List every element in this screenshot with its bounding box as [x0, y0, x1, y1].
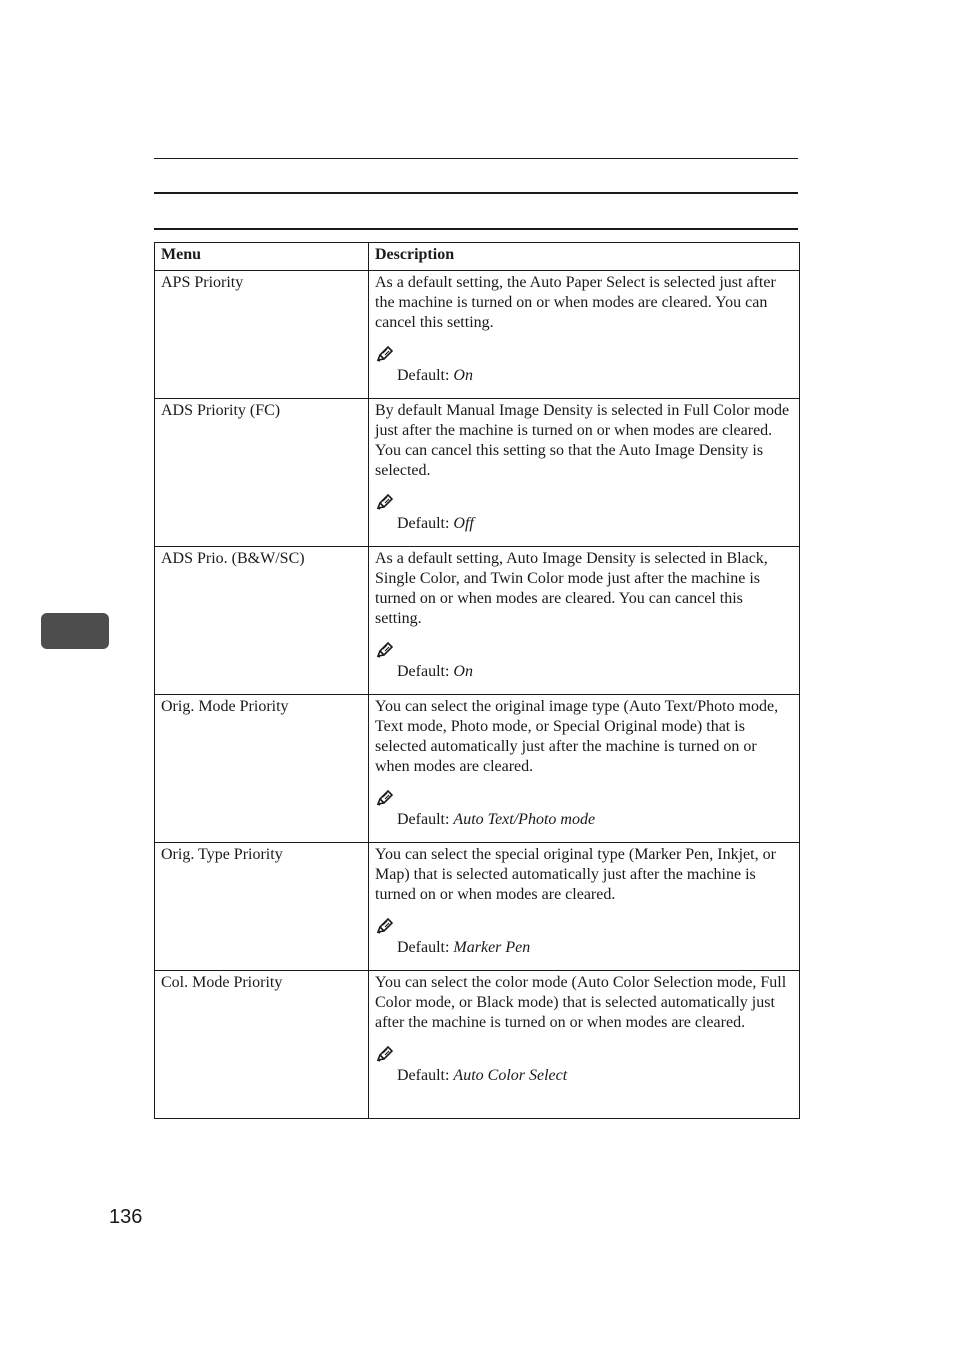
default-label: Default: [397, 367, 450, 384]
default-value: On [453, 663, 473, 680]
table-row [155, 547, 800, 695]
description-cell [369, 547, 800, 695]
description-cell [369, 399, 800, 547]
page-number: 136 [109, 1206, 143, 1228]
description-text: You can select the original image type (Auto Text/Photo mode, Text mode, Photo mode, or Special Original mode) that is selected automatically just after the machine is turned on or when modes are cleared. [375, 698, 779, 775]
default-line [397, 514, 793, 534]
menu-column-header: Menu [155, 243, 369, 271]
default-line [397, 662, 793, 682]
table-row [155, 843, 800, 971]
table-row [155, 271, 800, 399]
table-row [155, 399, 800, 547]
default-value: On [453, 367, 473, 384]
description-text: You can select the color mode (Auto Color Selection mode, Full Color mode, or Black mode) that is selected automatically just after the machine is turned on or when modes are cleared. [375, 974, 787, 1031]
pencil-note-icon [375, 916, 395, 936]
default-line [397, 810, 793, 830]
description-text: By default Manual Image Density is selected in Full Color mode just after the machine is turned on or when modes are cleared. You can cancel this setting so that the Auto Image Density is selected. [375, 402, 790, 479]
table-row [155, 971, 800, 1119]
pencil-note-icon [375, 1044, 395, 1064]
menu-cell: Orig. Type Priority [155, 843, 369, 971]
chapter-tab [41, 613, 109, 649]
table-row [155, 695, 800, 843]
description-cell [369, 695, 800, 843]
description-cell [369, 971, 800, 1119]
description-text: You can select the special original type (Marker Pen, Inkjet, or Map) that is selected automatically just after the machine is turned on or when modes are cleared. [375, 846, 776, 903]
default-label: Default: [397, 811, 450, 828]
pencil-note-icon [375, 788, 395, 808]
menu-cell: Col. Mode Priority [155, 971, 369, 1119]
description-column-header: Description [369, 243, 800, 271]
default-label: Default: [397, 1067, 450, 1084]
default-label: Default: [397, 515, 450, 532]
pencil-note-icon [375, 492, 395, 512]
description-cell [369, 271, 800, 399]
default-label: Default: [397, 939, 450, 956]
header-rule-top [154, 158, 798, 159]
menu-cell: ADS Prio. (B&W/SC) [155, 547, 369, 695]
menu-cell: APS Priority [155, 271, 369, 399]
pencil-note-icon [375, 344, 395, 364]
default-line [397, 366, 793, 386]
description-text: As a default setting, the Auto Paper Select is selected just after the machine is turned on or when modes are cleared. You can cancel this setting. [375, 274, 776, 331]
table-header-row [155, 243, 800, 271]
pencil-note-icon [375, 640, 395, 660]
description-text: As a default setting, Auto Image Density is selected in Black, Single Color, and Twin Color mode just after the machine is turned on or when modes are cleared. You can cancel this setting. [375, 550, 768, 627]
default-value: Auto Color Select [453, 1067, 568, 1084]
default-value: Off [453, 515, 474, 532]
menu-cell: Orig. Mode Priority [155, 695, 369, 843]
default-value: Marker Pen [453, 939, 531, 956]
header-rule-bottom [154, 228, 798, 230]
header-rule-middle [154, 192, 798, 194]
description-cell [369, 843, 800, 971]
default-value: Auto Text/Photo mode [453, 811, 596, 828]
menu-cell: ADS Priority (FC) [155, 399, 369, 547]
default-label: Default: [397, 663, 450, 680]
default-line [397, 1066, 793, 1086]
default-line [397, 938, 793, 958]
settings-table [154, 242, 800, 1119]
